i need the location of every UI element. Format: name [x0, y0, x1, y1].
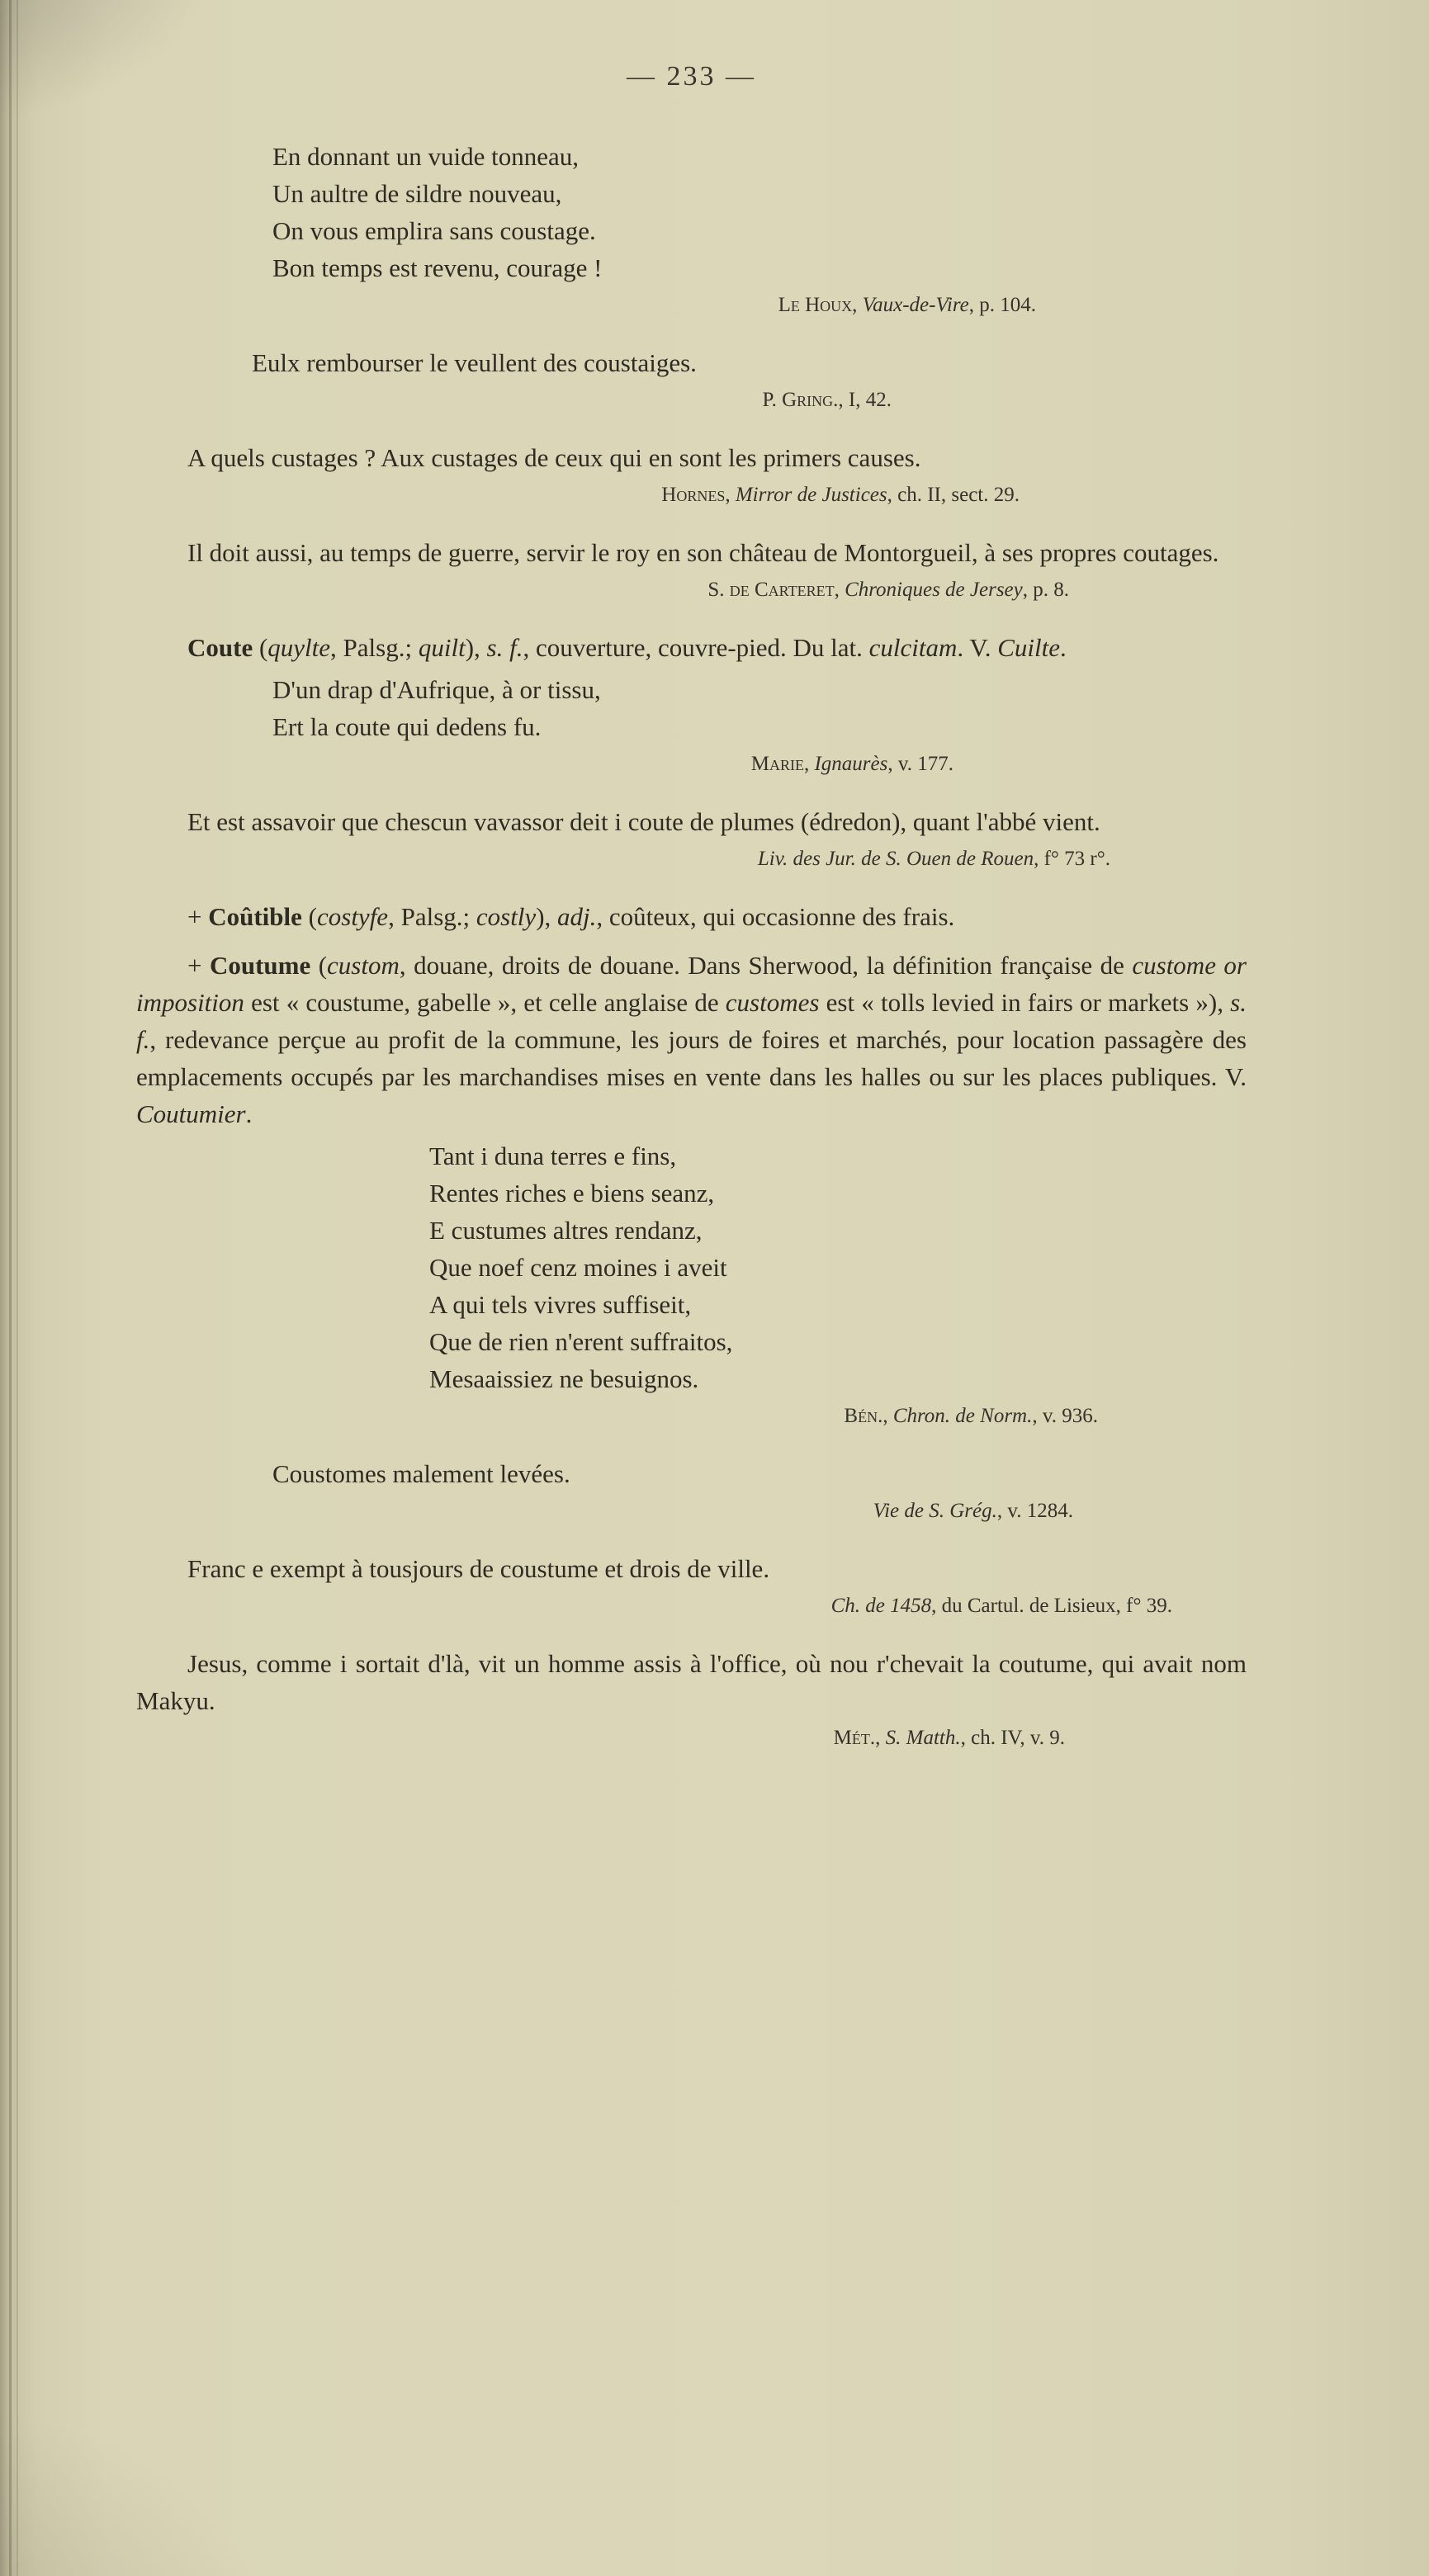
citation-hornes	[136, 481, 1247, 509]
citation-title: Liv. des Jur. de S. Ouen de Rouen	[757, 848, 1034, 870]
verse-line: On vous emplira sans coustage.	[272, 216, 596, 245]
entry-text: , Palsg.;	[388, 902, 476, 931]
entry-text: (	[308, 902, 317, 931]
paragraph-vavassor: Et est assavoir que chescun vavassor deit i coute de plumes (édredon), quant l'abbé vient.	[187, 807, 1100, 836]
citation-gring	[136, 386, 1247, 414]
entry-text: , couverture, couvre-pied. Du lat.	[523, 633, 869, 662]
entry-text: est « coustume, gabelle », et celle anglaise de	[244, 988, 726, 1017]
entry-headword: Coûtible	[208, 902, 309, 931]
citation-livjur	[136, 845, 1247, 873]
dictionary-entry-coutible	[136, 898, 1247, 935]
citation-ref: , p. 8.	[1022, 579, 1069, 601]
verse-line: En donnant un vuide tonneau,	[272, 142, 580, 171]
binding-edge-line	[9, 0, 12, 2576]
entry-crossref: Cuilte	[997, 633, 1061, 662]
dictionary-entry-coute	[136, 629, 1247, 666]
citation-charte1458	[136, 1592, 1247, 1620]
citation-title: Mirror de Justices	[735, 484, 887, 506]
verse-line: Tant i duna terres e fins,	[429, 1141, 677, 1170]
entry-text: .	[1060, 633, 1067, 662]
citation-ref: , v. 1284.	[996, 1500, 1073, 1522]
citation-author: Le Houx	[778, 294, 853, 316]
citation-ref: , ch. II, sect. 29.	[887, 484, 1020, 506]
citation-ref: , du Cartul. de Lisieux, f° 39.	[931, 1595, 1172, 1617]
paragraph-franc: Franc e exempt à tousjours de coustume et drois de ville.	[187, 1554, 770, 1583]
verse-line: Ert la coute qui dedens fu.	[272, 712, 542, 741]
citation-sep: ,	[803, 753, 815, 775]
paragraph-montorgueil: Il doit aussi, au temps de guerre, servir le roy en son château de Montorgueil, à ses propres coutages.	[187, 538, 1219, 567]
verse-line: D'un drap d'Aufrique, à or tissu,	[272, 675, 601, 704]
citation-title: Vie de S. Grég.	[873, 1500, 997, 1522]
entry-text: , coûteux, qui occasionne des frais.	[596, 902, 955, 931]
entry-foreign-term: quilt	[418, 633, 466, 662]
entry-latin-term: culcitam	[868, 633, 958, 662]
entry-text: , redevance perçue au profit de la commune, les jours de foires et marchés, pour location passagère des emplacements occupés par les marchandises mises en vente dans les halles ou sur les places publiques. V.	[136, 1025, 1247, 1091]
entry-foreign-term: custom	[327, 951, 400, 980]
citation-title: Ch. de 1458	[830, 1595, 932, 1617]
citation-ref: , v. 936.	[1032, 1405, 1098, 1427]
citation-viegreg	[136, 1497, 1247, 1525]
page-number: — 233 —	[627, 61, 756, 92]
paragraph-custages: A quels custages ? Aux custages de ceux qui en sont les primers causes.	[187, 443, 921, 472]
citation-author: Marie	[750, 753, 804, 775]
entry-plus-sign: +	[187, 951, 210, 980]
verse-line: E custumes altres rendanz,	[429, 1216, 703, 1245]
entry-text: est « tolls levied in fairs or markets »),	[819, 988, 1231, 1017]
entry-gram-label: s. f.	[486, 633, 523, 662]
entry-foreign-term: customes	[725, 988, 820, 1017]
citation-author: S. de Carteret	[707, 579, 835, 601]
entry-gram-label: adj.	[557, 902, 597, 931]
citation-title: Chroniques de Jersey	[845, 579, 1023, 601]
citation-sep: ,	[875, 1727, 886, 1749]
citation-marie	[136, 750, 1247, 778]
page-content	[136, 48, 1247, 1777]
verse-line: Un aultre de sildre nouveau,	[272, 179, 562, 208]
entry-headword: Coutume	[209, 951, 319, 980]
citation-title: Chron. de Norm.	[892, 1405, 1033, 1427]
citation-lehoux	[136, 291, 1247, 319]
entry-text: .	[245, 1099, 253, 1128]
quote-coustomes: Coustomes malement levées.	[272, 1459, 570, 1488]
verse-line: Bon temps est revenu, courage !	[272, 253, 603, 282]
citation-title: Ignaurès	[814, 753, 888, 775]
entry-gram-label: s. f.	[136, 988, 1247, 1054]
entry-text: ),	[536, 902, 558, 931]
verse-quote-lehoux	[272, 138, 1247, 286]
citation-sep: ,	[882, 1405, 893, 1427]
citation-sep: ,	[725, 484, 736, 506]
verse-line: Rentes riches e biens seanz,	[429, 1179, 715, 1208]
entry-text: ),	[465, 633, 487, 662]
entry-text: , Palsg.;	[330, 633, 419, 662]
verse-quote-benoit	[429, 1137, 1247, 1397]
citation-benoit	[136, 1402, 1247, 1430]
entry-foreign-term: costly	[476, 902, 537, 931]
citation-carteret	[136, 576, 1247, 604]
citation-metivier	[136, 1724, 1247, 1752]
verse-quote-marie	[272, 671, 1247, 745]
entry-text: . V.	[957, 633, 998, 662]
citation-author: Mét.	[833, 1727, 876, 1749]
citation-ref: , I, 42.	[838, 389, 892, 411]
entry-text: , douane, droits de douane. Dans Sherwood, la définition française de	[399, 951, 1133, 980]
paragraph-jesus: Jesus, comme i sortait d'là, vit un homme assis à l'office, où nou r'chevait la coutume, qui avait nom Makyu.	[136, 1649, 1247, 1715]
verse-line: A qui tels vivres suffiseit,	[429, 1290, 692, 1319]
citation-sep: ,	[852, 294, 863, 316]
citation-author: P. Gring.	[762, 389, 839, 411]
citation-ref: , f° 73 r°.	[1034, 848, 1110, 870]
entry-text: (	[258, 633, 268, 662]
dictionary-entry-coutume	[136, 947, 1247, 1132]
citation-sep: ,	[834, 579, 845, 601]
citation-ref: , p. 104.	[968, 294, 1036, 316]
citation-ref: , v. 177.	[887, 753, 953, 775]
binding-edge-line-2	[17, 0, 18, 2576]
quote-eulx: Eulx rembourser le veullent des coustaiges.	[252, 348, 697, 377]
entry-crossref: Coutumier	[136, 1099, 246, 1128]
entry-foreign-term: costyfe	[317, 902, 389, 931]
verse-line: Que noef cenz moines i aveit	[429, 1253, 727, 1282]
entry-headword: Coute	[187, 633, 259, 662]
citation-ref: , ch. IV, v. 9.	[960, 1727, 1065, 1749]
entry-foreign-term: custome or imposition	[136, 951, 1247, 1017]
citation-author: Hornes	[661, 484, 726, 506]
citation-title: Vaux-de-Vire	[862, 294, 969, 316]
entry-plus-sign: +	[187, 902, 209, 931]
verse-line: Que de rien n'erent suffraitos,	[429, 1327, 733, 1356]
entry-foreign-term: quylte	[267, 633, 331, 662]
entry-text: (	[318, 951, 328, 980]
citation-title: S. Matth.	[885, 1727, 961, 1749]
citation-author: Bén.	[844, 1405, 883, 1427]
verse-line: Mesaaissiez ne besuignos.	[429, 1364, 699, 1393]
